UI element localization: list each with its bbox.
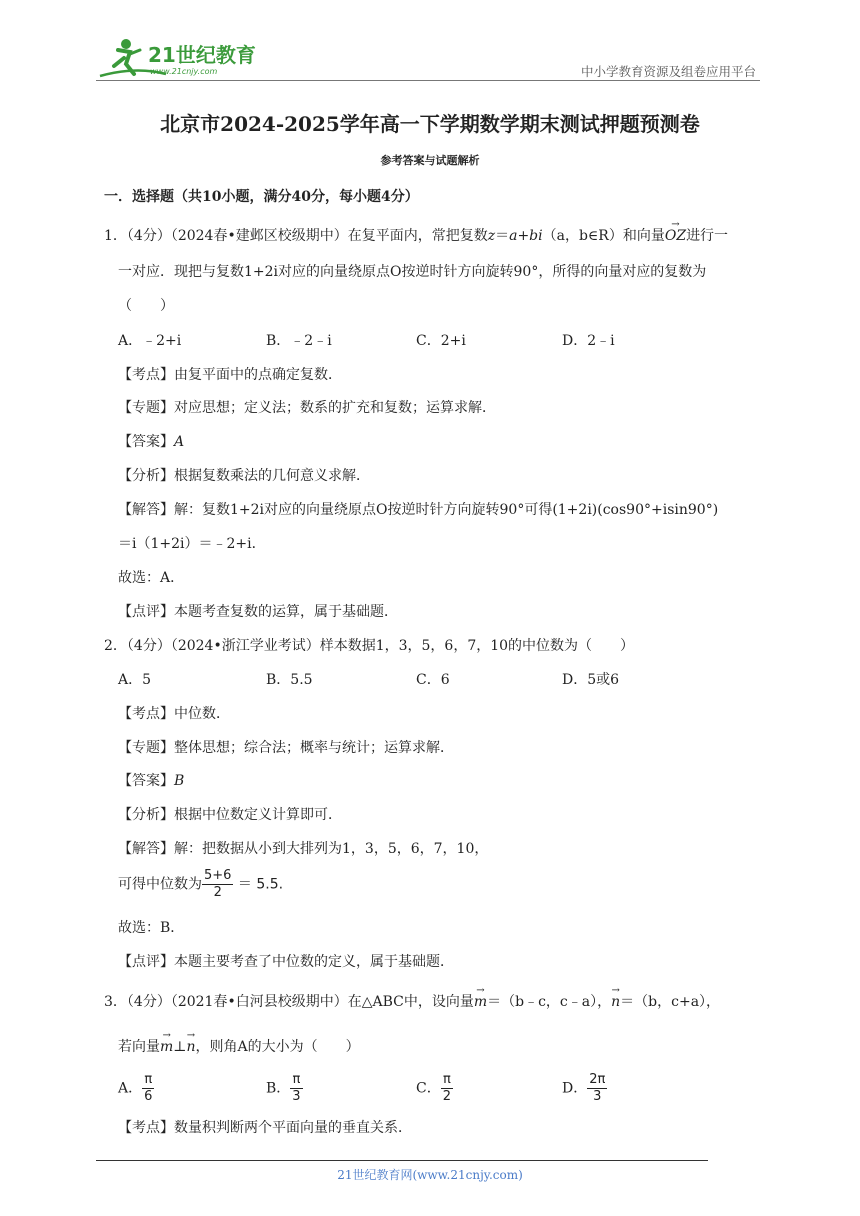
q1-answer: 【答案】A	[118, 434, 185, 450]
page-subtitle: 参考答案与试题解析	[380, 154, 480, 167]
q2-stem: 2．（4分）（2024•浙江学业考试）样本数据1，3，5，6，7，10的中位数为（ ）	[104, 638, 635, 654]
q3-stem-line1: 3．（4分）（2021春•白河县校级期中）在△ABC中，设向量→ m＝（b﹣c，c﹣a），→ n＝（b，c+a），	[104, 992, 720, 1012]
q2-analysis: 【分析】根据中位数定义计算即可．	[118, 807, 342, 823]
logo-text: 21世纪教育	[148, 43, 256, 67]
q1-comment: 【点评】本题考查复数的运算，属于基础题．	[118, 604, 398, 620]
q1-stem-line2: 一对应．现把与复数1+2i对应的向量绕原点O按逆时针方向旋转90°，所得的向量对应的复数为	[118, 264, 707, 280]
vector-oz: → OZ	[665, 226, 686, 246]
q1-stem-line3: （ ）	[118, 298, 174, 314]
q2-answer: 【答案】B	[118, 773, 185, 789]
header-divider	[96, 80, 760, 81]
section-heading: 一．选择题（共10小题，满分40分，每小题4分）	[104, 189, 419, 205]
q1-choice: 故选：A．	[118, 570, 185, 586]
q3-option-c: C． $\frac{\pi}{2}$	[416, 1072, 451, 1104]
q1-option-b: B．﹣2﹣i	[266, 333, 332, 349]
site-logo	[96, 36, 266, 80]
q2-option-b: B．5.5	[266, 672, 313, 688]
footer-text: 21世纪教育网(www.21cnjy.com)	[337, 1168, 523, 1182]
q3-stem-line2: 若向量→ m⊥→ n，则角A的大小为（ ）	[118, 1037, 360, 1057]
q3-kaodian: 【考点】数量积判断两个平面向量的垂直关系．	[118, 1120, 412, 1136]
q2-comment: 【点评】本题主要考查了中位数的定义，属于基础题．	[118, 954, 454, 970]
q3-option-d: D． $\frac{2\pi}{3}$	[562, 1072, 606, 1104]
q2-choice: 故选：B．	[118, 920, 185, 936]
q2-option-d: D．5或6	[562, 672, 620, 688]
q3-option-a: A． $\frac{\pi}{6}$	[118, 1072, 153, 1104]
q1-option-a: A．﹣2+i	[118, 333, 182, 349]
page-title: 北京市2024-2025学年高一下学期数学期末测试押题预测卷	[160, 112, 700, 136]
vector-m: → m	[474, 992, 487, 1012]
q1-option-d: D．2﹣i	[562, 333, 615, 349]
platform-name: 中小学教育资源及组卷应用平台	[580, 64, 756, 79]
q1-solution-line1: 【解答】解：复数1+2i对应的向量绕原点O按逆时针方向旋转90°可得(1+2i)(cos90°+isin90°)	[118, 502, 719, 518]
q2-solution-line1: 【解答】解：把数据从小到大排列为1，3，5，6，7，10，	[118, 841, 489, 857]
q1-kaodian: 【考点】由复平面中的点确定复数．	[118, 367, 342, 383]
q3-option-b: B． $\frac{\pi}{3}$	[266, 1072, 301, 1104]
q2-option-c: C．6	[416, 672, 450, 688]
q1-stem-line1: 1．（4分）（2024春•建邺区校级期中）在复平面内，常把复数z＝a+bi（a，b∈R）和向量→ OZ进行一	[104, 226, 728, 246]
median-fraction: $\frac{5+6}{2}$	[204, 868, 232, 900]
q2-option-a: A．5	[118, 672, 152, 688]
q2-zhuanti: 【专题】整体思想；综合法；概率与统计；运算求解．	[118, 740, 454, 756]
q1-solution-line2: ＝i（1+2i）＝﹣2+i．	[118, 536, 266, 552]
vector-n: → n	[611, 992, 620, 1012]
q1-option-c: C．2+i	[416, 333, 466, 349]
q1-zhuanti: 【专题】对应思想；定义法；数系的扩充和复数；运算求解．	[118, 400, 496, 416]
q2-median-line: 可得中位数为 $\frac{5+6}{2}$ ＝ 5.5.	[118, 868, 284, 900]
q2-kaodian: 【考点】中位数．	[118, 706, 230, 722]
footer-divider	[96, 1160, 708, 1161]
q1-analysis: 【分析】根据复数乘法的几何意义求解．	[118, 468, 370, 484]
logo-url: www.21cnjy.com	[150, 67, 218, 76]
